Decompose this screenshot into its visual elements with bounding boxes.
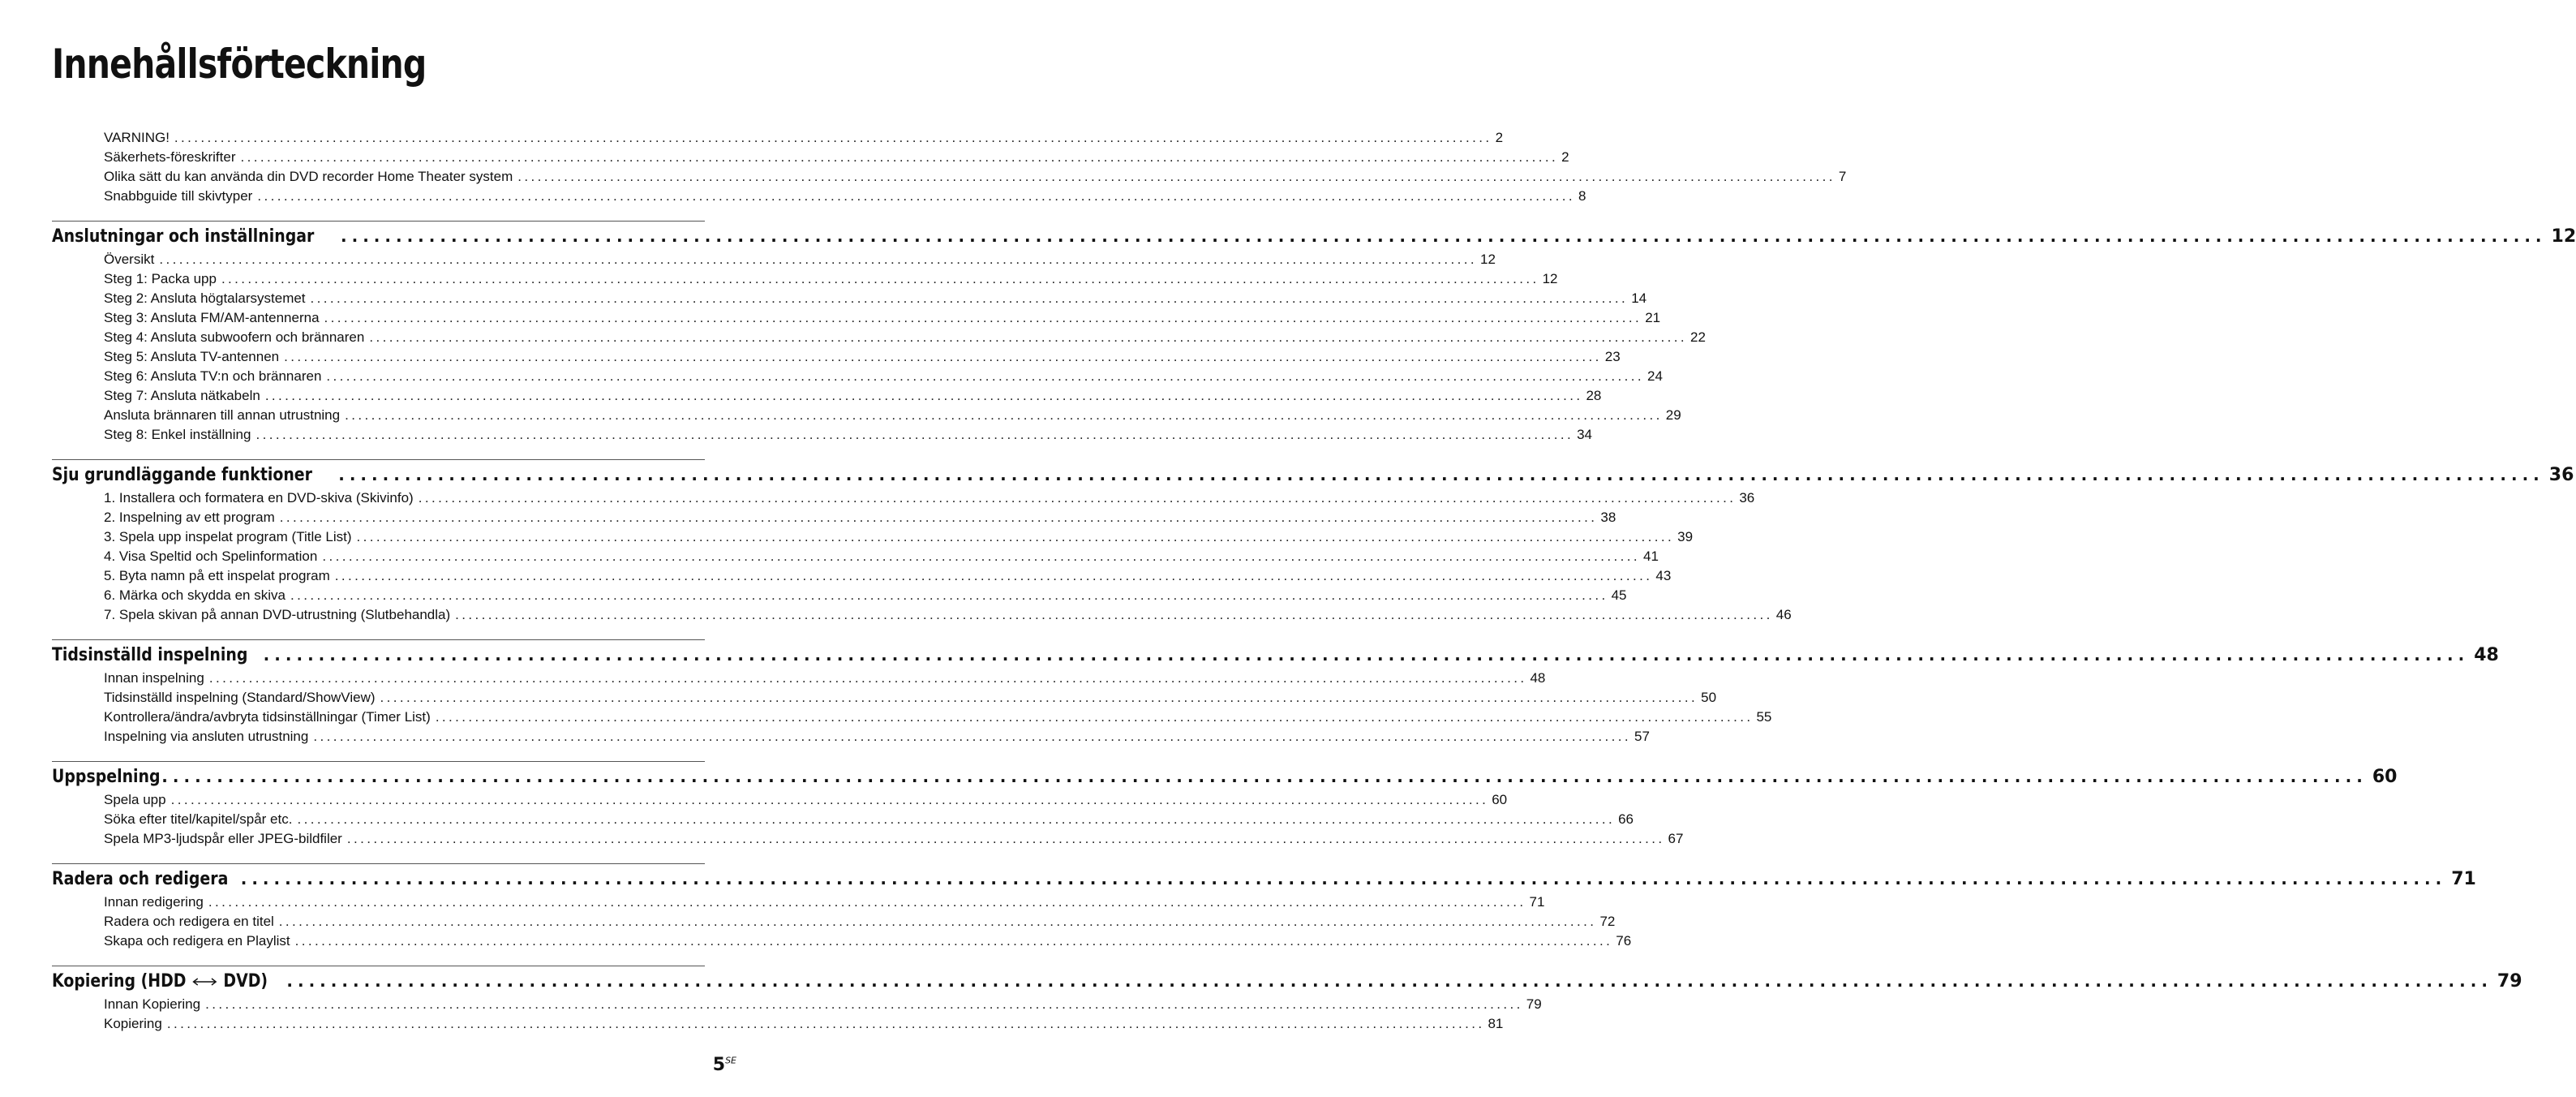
section-label: Radera och redigera	[52, 869, 229, 889]
entry-page: 22	[1689, 329, 1706, 345]
entry-page: 79	[1526, 996, 1542, 1012]
entry-label: Kopiering	[104, 1016, 162, 1031]
section-divider	[52, 761, 705, 762]
entry-page: 81	[1488, 1016, 1504, 1031]
toc-entry[interactable]	[52, 347, 1621, 367]
toc-entry[interactable]	[52, 328, 1706, 347]
entry-label: Översikt	[104, 252, 155, 267]
toc-entry[interactable]	[52, 527, 1694, 547]
entry-label: 7. Spela skivan på annan DVD-utrustning (Slutbehandla)	[104, 607, 451, 622]
dot-leader: ........................................................................................................................................................................................................	[166, 1016, 1485, 1031]
dot-leader: ........................................................................................................................................................................................................	[170, 792, 1489, 807]
dot-leader: ........................................................................................................................................................................................................	[159, 252, 1477, 267]
section-heading-anslutningar[interactable]	[52, 222, 2576, 250]
entry-page: 57	[1634, 729, 1650, 744]
dot-leader: ........................................................................................................................................................................................................	[263, 645, 2470, 665]
entry-page: 2	[1561, 149, 1569, 165]
entry-page: 2	[1495, 130, 1504, 145]
toc-entry[interactable]	[52, 688, 1717, 708]
dot-leader: ........................................................................................................................................................................................................	[338, 465, 2544, 484]
toc-entry[interactable]	[52, 386, 1602, 406]
section-label: Tidsinställd inspelning	[52, 645, 248, 665]
entry-page: 29	[1665, 407, 1681, 423]
entry-label: Steg 1: Packa upp	[104, 271, 217, 286]
entry-page: 41	[1642, 548, 1659, 564]
entry-page: 50	[1701, 690, 1717, 705]
dot-leader: ........................................................................................................................................................................................................	[517, 169, 1835, 184]
page-title: Innehållsförteckning	[52, 41, 427, 88]
section-heading-radera[interactable]	[52, 865, 2476, 893]
toc-entry[interactable]	[52, 508, 1616, 527]
entry-page: 48	[1530, 670, 1546, 686]
entry-label: Steg 7: Ansluta nätkabeln	[104, 388, 260, 403]
section-page: 71	[2451, 869, 2476, 889]
entry-label: Ansluta brännaren till annan utrustning	[104, 407, 341, 423]
section-divider	[52, 459, 705, 460]
entry-label: Radera och redigera en titel	[104, 914, 274, 929]
toc-entry[interactable]	[52, 547, 1659, 566]
dot-leader: ........................................................................................................................................................................................................	[324, 310, 1642, 325]
dot-leader: ........................................................................................................................................................................................................	[322, 548, 1640, 564]
intro-entries	[52, 128, 1847, 206]
entry-label: 5. Byta namn på ett inspelat program	[104, 568, 330, 583]
section-page: 12	[2551, 226, 2576, 247]
dot-leader: ........................................................................................................................................................................................................	[369, 329, 1687, 345]
entry-label: Steg 4: Ansluta subwoofern och brännaren	[104, 329, 365, 345]
entry-label: Innan Kopiering	[104, 996, 201, 1012]
entry-page: 66	[1618, 811, 1634, 827]
dot-leader: ........................................................................................................................................................................................................	[356, 529, 1675, 544]
table-of-contents	[52, 128, 2576, 1034]
dot-leader: ........................................................................................................................................................................................................	[240, 149, 1559, 165]
section-page: 36	[2548, 465, 2574, 485]
dot-leader: ........................................................................................................................................................................................................	[297, 811, 1616, 827]
dot-leader: ........................................................................................................................................................................................................	[205, 996, 1523, 1012]
dot-leader: ........................................................................................................................................................................................................	[290, 587, 1608, 603]
entry-page: 67	[1668, 831, 1684, 846]
entry-page: 36	[1739, 490, 1755, 505]
dot-leader: ........................................................................................................................................................................................................	[418, 490, 1737, 505]
entry-page: 14	[1631, 290, 1647, 306]
entry-page: 55	[1756, 709, 1772, 725]
entry-label: Snabbguide till skivtyper	[104, 188, 253, 204]
section-label-prefix: Kopiering (HDD	[52, 971, 187, 992]
entry-page: 24	[1647, 368, 1663, 384]
entry-page: 76	[1616, 933, 1632, 949]
toc-entry[interactable]	[52, 790, 1508, 810]
dot-leader: ........................................................................................................................................................................................................	[435, 709, 1754, 725]
page-number-suffix: SE	[725, 1055, 736, 1066]
dot-leader: ........................................................................................................................................................................................................	[284, 349, 1602, 364]
entry-page: 7	[1838, 169, 1847, 184]
section-label-suffix: DVD)	[223, 971, 268, 992]
dot-leader: ........................................................................................................................................................................................................	[455, 607, 1773, 622]
entry-page: 46	[1775, 607, 1792, 622]
dot-leader: ........................................................................................................................................................................................................	[334, 568, 1653, 583]
entry-label: 1. Installera och formatera en DVD-skiva (Skivinfo)	[104, 490, 414, 505]
entry-page: 45	[1611, 587, 1627, 603]
entry-label: Säkerhets-föreskrifter	[104, 149, 236, 165]
entry-label: Spela MP3-ljudspår eller JPEG-bildfiler	[104, 831, 342, 846]
page-number	[713, 1055, 736, 1075]
toc-entry[interactable]	[52, 187, 1586, 206]
entry-label: Innan redigering	[104, 894, 204, 910]
entry-page: 12	[1542, 271, 1558, 286]
toc-entry[interactable]	[52, 893, 1545, 912]
dot-leader: ........................................................................................................................................................................................................	[255, 427, 1574, 442]
dot-leader: ........................................................................................................................................................................................................	[208, 894, 1526, 910]
dot-leader: ........................................................................................................................................................................................................	[161, 767, 2368, 786]
entry-label: 4. Visa Speltid och Spelinformation	[104, 548, 318, 564]
section-heading-uppspelning[interactable]	[52, 763, 2398, 790]
section-page: 79	[2497, 971, 2522, 992]
entry-label: 2. Inspelning av ett program	[104, 510, 275, 525]
section-label: Anslutningar och inställningar	[52, 226, 315, 247]
section-divider	[52, 639, 705, 640]
toc-entry[interactable]	[52, 367, 1663, 386]
toc-entry[interactable]	[52, 1014, 1504, 1034]
entry-label: Olika sätt du kan använda din DVD recorder Home Theater system	[104, 169, 513, 184]
dot-leader: ........................................................................................................................................................................................................	[341, 226, 2547, 246]
entry-label: 6. Märka och skydda en skiva	[104, 587, 286, 603]
entry-label: Kontrollera/ändra/avbryta tidsinställningar (Timer List)	[104, 709, 431, 725]
toc-entry[interactable]	[52, 250, 1496, 269]
dot-leader: ........................................................................................................................................................................................................	[240, 869, 2447, 888]
toc-entry[interactable]	[52, 669, 1546, 688]
section-page: 48	[2474, 645, 2499, 665]
section-heading-kopiering[interactable]	[52, 967, 2522, 995]
section-label: Uppspelning	[52, 767, 161, 787]
entry-label: Söka efter titel/kapitel/spår etc.	[104, 811, 293, 827]
entry-page: 43	[1655, 568, 1672, 583]
toc-entry[interactable]	[52, 727, 1650, 746]
dot-leader: ........................................................................................................................................................................................................	[221, 271, 1539, 286]
entry-page: 38	[1600, 510, 1616, 525]
section-heading-tidsinstalld[interactable]	[52, 641, 2499, 669]
toc-entry[interactable]	[52, 289, 1647, 308]
entry-label: Steg 2: Ansluta högtalarsystemet	[104, 290, 306, 306]
section-label: Sju grundläggande funktioner	[52, 465, 312, 485]
toc-entry[interactable]	[52, 586, 1627, 605]
page-number-value: 5	[712, 1055, 726, 1075]
dot-leader: ........................................................................................................................................................................................................	[208, 670, 1527, 686]
entry-label: Steg 6: Ansluta TV:n och brännaren	[104, 368, 322, 384]
toc-entry[interactable]	[52, 128, 1504, 148]
toc-entry[interactable]	[52, 488, 1755, 508]
dot-leader: ........................................................................................................................................................................................................	[326, 368, 1645, 384]
entry-page: 72	[1599, 914, 1616, 929]
toc-entry[interactable]	[52, 605, 1792, 625]
toc-entry[interactable]	[52, 995, 1542, 1014]
section-divider	[52, 863, 705, 864]
entry-page: 28	[1586, 388, 1602, 403]
toc-entry[interactable]	[52, 148, 1569, 167]
entry-page: 12	[1479, 252, 1496, 267]
toc-entry[interactable]	[52, 167, 1847, 187]
toc-entry[interactable]	[52, 406, 1681, 425]
dot-leader: ........................................................................................................................................................................................................	[345, 407, 1663, 423]
toc-entry[interactable]	[52, 425, 1593, 445]
toc-entry[interactable]	[52, 269, 1558, 289]
toc-entry[interactable]	[52, 810, 1634, 829]
section-divider	[52, 221, 705, 222]
dot-leader: ........................................................................................................................................................................................................	[313, 729, 1631, 744]
dot-leader: ........................................................................................................................................................................................................	[279, 510, 1598, 525]
dot-leader: ........................................................................................................................................................................................................	[264, 388, 1583, 403]
entry-page: 34	[1577, 427, 1593, 442]
dot-leader: ........................................................................................................................................................................................................	[346, 831, 1665, 846]
entry-page: 60	[1492, 792, 1508, 807]
dot-leader: ........................................................................................................................................................................................................	[294, 933, 1613, 949]
entry-label: Skapa och redigera en Playlist	[104, 933, 290, 949]
dot-leader: ........................................................................................................................................................................................................	[278, 914, 1597, 929]
entry-label: Innan inspelning	[104, 670, 204, 686]
dot-leader: ........................................................................................................................................................................................................	[380, 690, 1698, 705]
entry-label: Inspelning via ansluten utrustning	[104, 729, 309, 744]
entry-label: Tidsinställd inspelning (Standard/ShowView)	[104, 690, 376, 705]
toc-entry[interactable]	[52, 708, 1772, 727]
entry-page: 21	[1645, 310, 1661, 325]
dot-leader: ........................................................................................................................................................................................................	[257, 188, 1575, 204]
dot-leader: ........................................................................................................................................................................................................	[310, 290, 1629, 306]
toc-entry[interactable]	[52, 829, 1684, 849]
entry-page: 23	[1604, 349, 1621, 364]
entry-label: Steg 8: Enkel inställning	[104, 427, 251, 442]
double-arrow-icon	[191, 977, 218, 987]
entry-label: Spela upp	[104, 792, 166, 807]
section-label	[52, 968, 268, 996]
toc-entry[interactable]	[52, 912, 1616, 931]
entry-label: Steg 3: Ansluta FM/AM-antennerna	[104, 310, 320, 325]
section-heading-grundlaggande[interactable]	[52, 461, 2574, 488]
dot-leader: ........................................................................................................................................................................................................	[286, 971, 2492, 991]
toc-entry[interactable]	[52, 566, 1672, 586]
toc-entry[interactable]	[52, 308, 1661, 328]
section-page: 60	[2372, 767, 2398, 787]
entry-label: Steg 5: Ansluta TV-antennen	[104, 349, 280, 364]
dot-leader: ........................................................................................................................................................................................................	[174, 130, 1492, 145]
entry-page: 71	[1529, 894, 1545, 910]
toc-entry[interactable]	[52, 931, 1632, 951]
entry-label: VARNING!	[104, 130, 170, 145]
entry-page: 39	[1677, 529, 1694, 544]
entry-page: 8	[1578, 188, 1586, 204]
entry-label: 3. Spela upp inspelat program (Title List)	[104, 529, 352, 544]
